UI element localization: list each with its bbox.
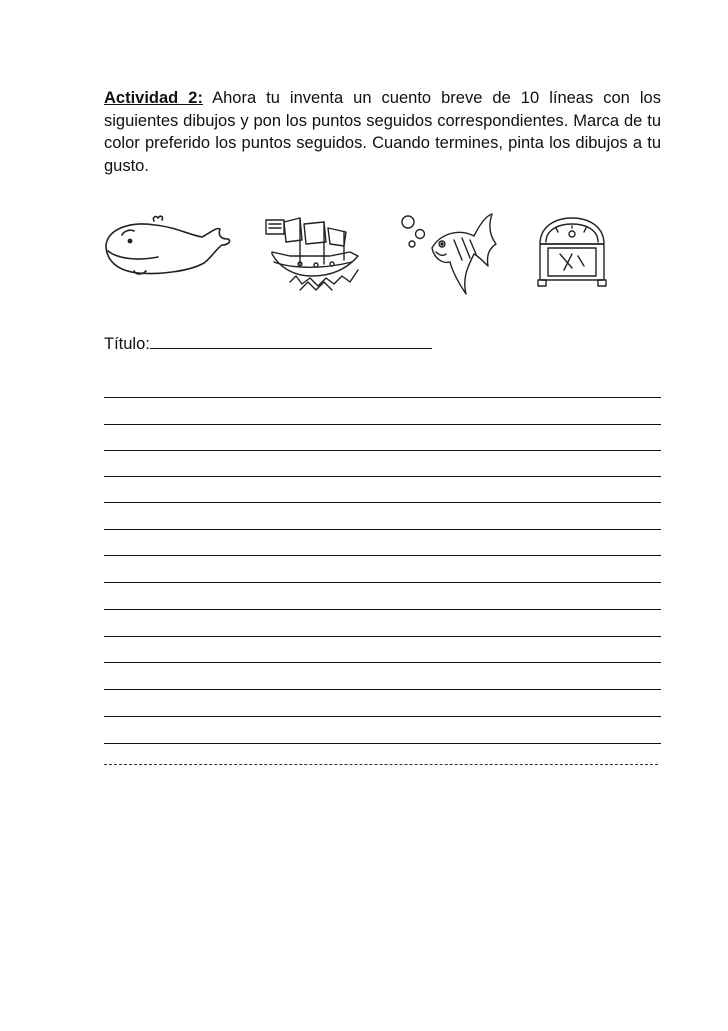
treasure-chest-drawing xyxy=(532,214,612,290)
writing-line-5[interactable] xyxy=(104,502,661,503)
writing-line-14[interactable] xyxy=(104,743,661,744)
whale-drawing xyxy=(100,215,236,277)
writing-line-dashed[interactable] xyxy=(104,764,658,765)
writing-line-4[interactable] xyxy=(104,476,661,477)
writing-line-10[interactable] xyxy=(104,636,661,637)
activity-text: Ahora tu inventa un cuento breve de 10 líneas con los siguientes dibujos y pon los puntos seguidos correspondientes. Marca de tu color preferido los puntos seguidos. Cuando termines, pinta los dibujos a tu gusto. xyxy=(104,89,661,175)
writing-line-1[interactable] xyxy=(104,397,661,398)
writing-line-6[interactable] xyxy=(104,529,661,530)
writing-line-11[interactable] xyxy=(104,662,661,663)
activity-label: Actividad 2: xyxy=(104,89,203,107)
activity-instructions xyxy=(104,87,661,177)
writing-line-2[interactable] xyxy=(104,424,661,425)
title-blank[interactable] xyxy=(150,332,432,349)
pirate-ship-drawing xyxy=(260,212,364,294)
writing-line-3[interactable] xyxy=(104,450,661,451)
writing-line-9[interactable] xyxy=(104,609,661,610)
title-label: Título: xyxy=(104,335,150,353)
story-title-field[interactable] xyxy=(104,332,432,354)
fish-drawing xyxy=(396,210,500,300)
writing-line-13[interactable] xyxy=(104,716,661,717)
writing-line-12[interactable] xyxy=(104,689,661,690)
writing-line-7[interactable] xyxy=(104,555,661,556)
writing-line-8[interactable] xyxy=(104,582,661,583)
